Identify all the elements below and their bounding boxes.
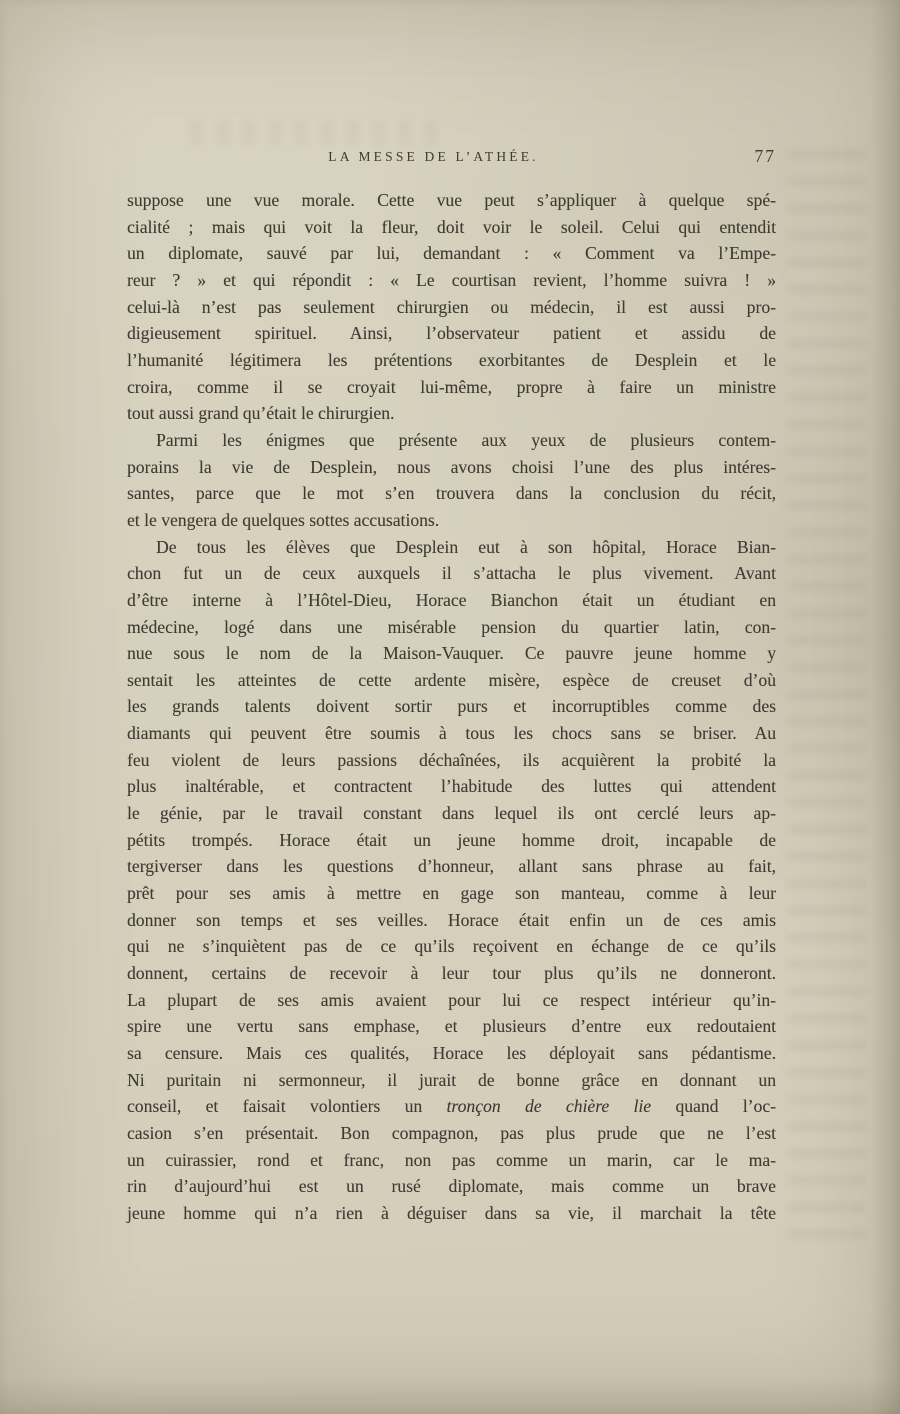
text-line: donner son temps et ses veilles. Horace était enfin un de ces amis [127, 909, 776, 930]
text-line: chon fut un de ceux auxquels il s’attacha le plus vivement. Avant [127, 563, 776, 584]
text-line: le génie, par le travail constant dans lequel ils ont cerclé leurs ap- [127, 803, 776, 824]
text-line: Parmi les énigmes que présente aux yeux de plusieurs contem- [156, 429, 776, 450]
text-line: tout aussi grand qu’était le chirurgien. [127, 403, 395, 424]
text-line: casion s’en présentait. Bon compagnon, pas plus prude que ne l’est [127, 1122, 776, 1143]
page-number: 77 [754, 146, 776, 166]
text-line: rin d’aujourd’hui est un rusé diplomate, mais comme un brave [127, 1176, 776, 1197]
text-line: La plupart de ses amis avaient pour lui ce respect intérieur qu’in- [127, 989, 776, 1010]
text-line: celui-là n’est pas seulement chirurgien ou médecin, il est aussi pro- [127, 296, 776, 317]
text-line: reur ? » et qui répondit : « Le courtisan revient, l’homme suivra ! » [127, 269, 776, 290]
text-line: conseil, et faisait volontiers un tronçon de chière lie quand l’oc- [127, 1096, 776, 1117]
text-line: plus inaltérable, et contractent l’habitude des luttes qui attendent [127, 776, 776, 797]
italic-phrase: tronçon de chière lie [446, 1096, 652, 1117]
text-line: donnent, certains de recevoir à leur tour plus qu’ils ne donneront. [127, 963, 776, 984]
text-line: De tous les élèves que Desplein eut à son hôpital, Horace Bian- [156, 536, 776, 557]
page-header [127, 146, 776, 170]
text-line: porains la vie de Desplein, nous avons choisi l’une des plus intéres- [127, 456, 776, 477]
text-line: nue sous le nom de la Maison-Vauquer. Ce pauvre jeune homme y [127, 643, 776, 664]
text-line: sentait les atteintes de cette ardente misère, espèce de creuset d’où [127, 669, 776, 690]
text-line: Ni puritain ni sermonneur, il jurait de bonne grâce en donnant un [127, 1069, 776, 1090]
text-line: cialité ; mais qui voit la fleur, doit voir le soleil. Celui qui entendit [127, 216, 776, 237]
text-line: l’humanité légitimera les prétentions exorbitantes de Desplein et le [127, 349, 776, 370]
text-line: un diplomate, sauvé par lui, demandant : « Comment va l’Empe- [127, 243, 776, 264]
text-line: croira, comme il se croyait lui-même, propre à faire un ministre [127, 376, 776, 397]
text-line: spire une vertu sans emphase, et plusieurs d’entre eux redoutaient [127, 1016, 776, 1037]
running-title: LA MESSE DE L’ATHÉE. [328, 149, 539, 164]
text-line: prêt pour ses amis à mettre en gage son manteau, comme à leur [127, 883, 776, 904]
text-line: diamants qui peuvent être soumis à tous les chocs sans se briser. Au [127, 723, 776, 744]
text-line: pétits trompés. Horace était un jeune homme droit, incapable de [127, 829, 776, 850]
text-line: santes, parce que le mot s’en trouvera dans la conclusion du récit, [127, 483, 776, 504]
text-line: feu violent de leurs passions déchaînées, ils acquièrent la probité la [127, 749, 776, 770]
text-line: les grands talents doivent sortir purs et incorruptibles comme des [127, 696, 776, 717]
text-line: qui ne s’inquiètent pas de ce qu’ils reçoivent en échange de ce qu’ils [127, 936, 776, 957]
page-content [127, 146, 776, 1227]
text-line: d’être interne à l’Hôtel-Dieu, Horace Bianchon était un étudiant en [127, 589, 776, 610]
text-block [127, 187, 776, 1227]
text-line: médecine, logé dans une misérable pension du quartier latin, con- [127, 616, 776, 637]
text-line: suppose une vue morale. Cette vue peut s’appliquer à quelque spé- [127, 190, 776, 210]
text-line: jeune homme qui n’a rien à déguiser dans sa vie, il marchait la tête [127, 1202, 776, 1223]
text-line: sa censure. Mais ces qualités, Horace les déployait sans pédantisme. [127, 1043, 776, 1063]
text-line: tergiverser dans les questions d’honneur, allant sans phrase au fait, [127, 856, 776, 877]
text-line: digieusement spirituel. Ainsi, l’observateur patient et assidu de [127, 323, 776, 344]
text-line: et le vengera de quelques sottes accusations. [127, 509, 440, 530]
text-line: un cuirassier, rond et franc, non pas comme un marin, car le ma- [127, 1149, 776, 1170]
